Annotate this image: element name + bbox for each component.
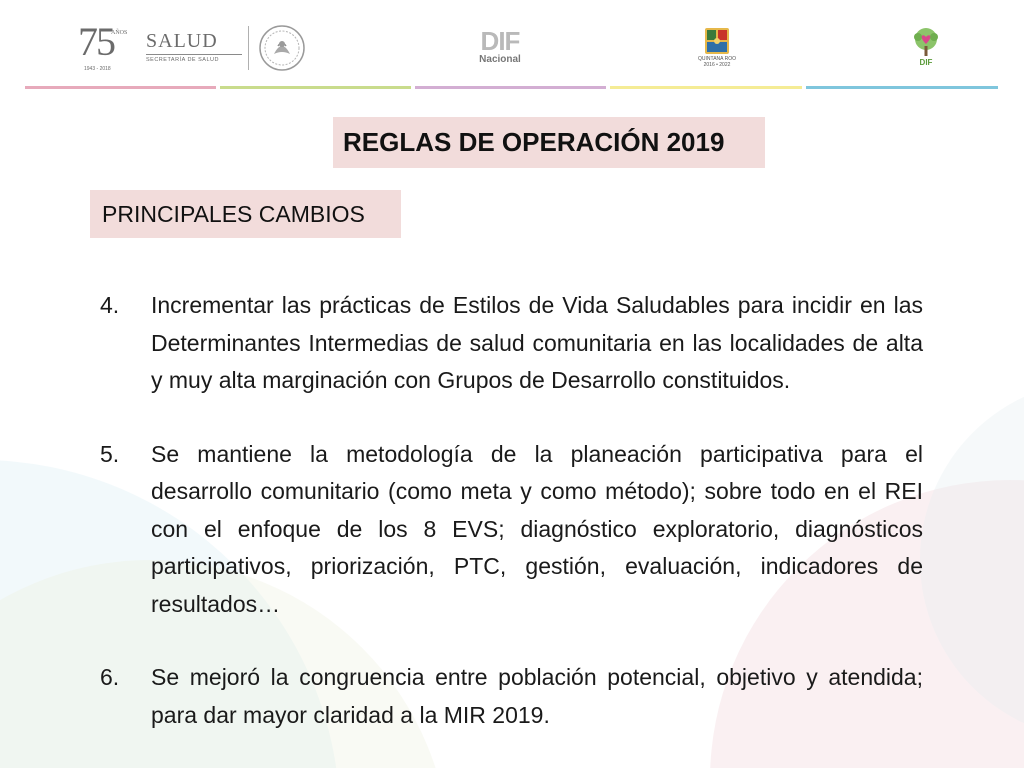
- color-stripe: [25, 86, 216, 89]
- list-item: [100, 659, 923, 734]
- logo-qroo-label: QUINTANA ROO: [698, 56, 736, 62]
- list-item-text: Incrementar las prácticas de Estilos de Vida Saludables para incidir en las Determinantes Intermedias de salud comunitaria en las localidades de alta y muy alta marginación con Grupos de Desarrollo constituidos.: [151, 292, 923, 393]
- header-logos: [0, 0, 1024, 95]
- changes-list: [100, 287, 923, 770]
- page-title: REGLAS DE OPERACIÓN 2019: [343, 127, 725, 157]
- logo-75-anos: [78, 19, 130, 74]
- list-item-number: 6.: [100, 664, 120, 690]
- logo-dif-subtitle: Nacional: [479, 54, 521, 65]
- color-stripe: [610, 86, 802, 89]
- subtitle-box: [90, 190, 401, 238]
- logo-separator: [248, 26, 249, 70]
- list-item: [100, 436, 923, 624]
- logo-qroo-years: 2016 • 2022: [703, 62, 731, 68]
- dif-tree-icon: [906, 26, 946, 58]
- logo-salud-name: SALUD: [146, 30, 218, 52]
- logo-quintana-roo: [693, 26, 741, 72]
- list-item-text: Se mejoró la congruencia entre población potencial, objetivo y atendida; para dar mayor claridad a la MIR 2019.: [151, 664, 923, 728]
- color-stripe: [806, 86, 998, 89]
- section-subtitle: PRINCIPALES CAMBIOS: [102, 200, 365, 227]
- logo-dif-name: DIF: [480, 26, 520, 56]
- mexico-seal-icon: [258, 24, 306, 72]
- list-item-number: 5.: [100, 440, 120, 467]
- logo-dif-quintana-roo: [906, 26, 946, 70]
- logo-salud-subtitle: SECRETARÍA DE SALUD: [146, 57, 219, 63]
- logo-dif-nacional: [472, 28, 528, 68]
- list-item-number: 4.: [100, 292, 120, 318]
- logo-75-years: 1943 - 2018: [84, 66, 111, 72]
- logo-secretaria-salud: [146, 30, 246, 70]
- logo-75-number: 75: [78, 19, 114, 64]
- logo-salud-divider: [146, 54, 242, 55]
- logo-75-anos-label: AÑOS: [111, 30, 128, 36]
- logo-difqr-name: DIF: [919, 58, 933, 67]
- color-stripe: [220, 86, 411, 89]
- quintana-roo-shield-icon: [693, 26, 741, 56]
- list-item-text: Se mantiene la metodología de la planeación participativa para el desarrollo comunitario (como meta y como método); sobre todo en el REI con el enfoque de los 8 EVS; diagnóstico exploratorio, diagnósticos participativos, priorización, PTC, gestión, evaluación, indicadores de resultados…: [151, 440, 923, 617]
- color-stripe: [415, 86, 606, 89]
- title-box: [333, 117, 765, 168]
- list-item: [100, 287, 923, 400]
